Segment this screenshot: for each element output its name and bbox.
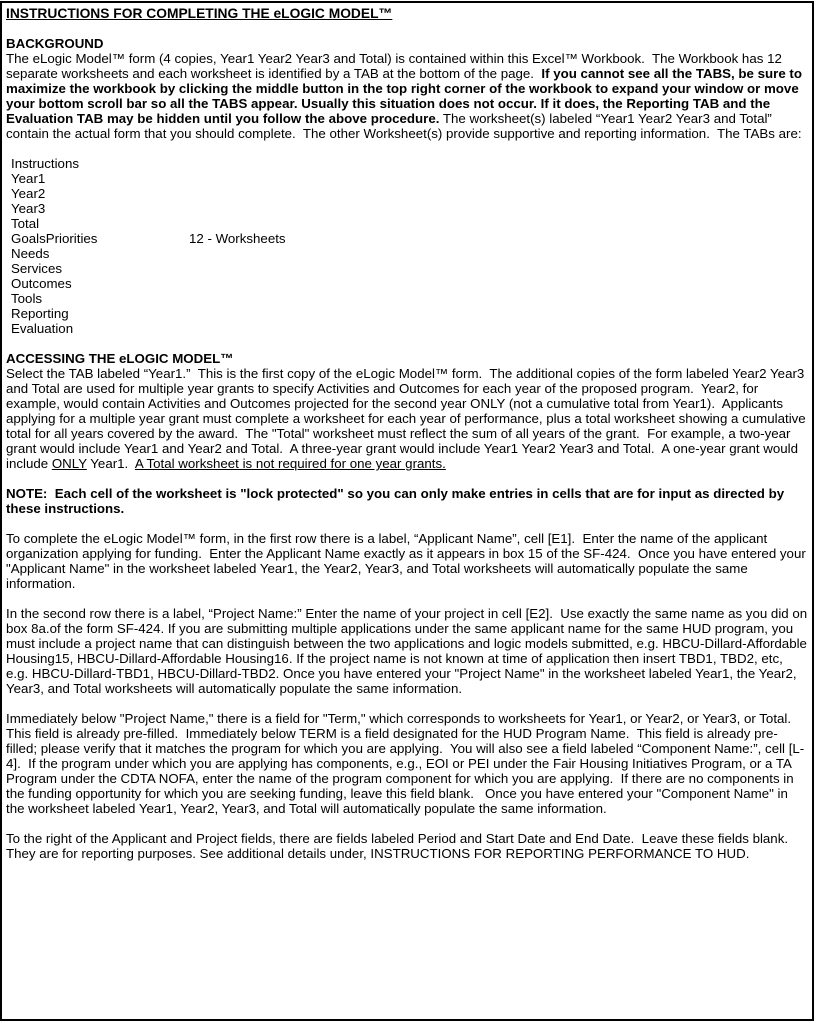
background-heading: BACKGROUND bbox=[6, 36, 104, 51]
background-text-2: The worksheet(s) labeled “Year1 Year2 Year3 and Total” contain the actual form that you should complete. The other Worksheet(s) provide supportive and reporting information. The TABs are: bbox=[6, 111, 802, 141]
tab-label-services: Services bbox=[11, 261, 62, 276]
page-title: INSTRUCTIONS FOR COMPLETING THE eLOGIC MODEL™ bbox=[6, 6, 393, 21]
accessing-underline-total-rule: A Total worksheet is not required for one year grants. bbox=[134, 456, 446, 471]
accessing-paragraph bbox=[6, 366, 808, 471]
tab-list-item bbox=[11, 171, 808, 186]
accessing-underline-only: ONLY bbox=[51, 456, 87, 471]
tab-list-item bbox=[11, 276, 808, 291]
tab-list-item bbox=[11, 216, 808, 231]
period-dates-paragraph: To the right of the Applicant and Project fields, there are fields labeled Period and Start Date and End Date. Leave these fields blank. They are for reporting purposes. See additional details under, INSTRUCTIONS FOR REPORTING PERFORMANCE TO HUD. bbox=[6, 831, 796, 861]
tab-list-item bbox=[11, 306, 808, 321]
tab-list bbox=[6, 156, 808, 336]
accessing-text-1: Select the TAB labeled “Year1.” This is the first copy of the eLogic Model™ form. The additional copies of the form labeled Year2 Year3 and Total are used for multiple year grants to specify Activities and Outcomes for each year of the proposed program. Year2, for example, would contain Activities and Outcomes projected for the second year ONLY (not a cumulative total from Year1). Applicants applying for a multiple year grant must complete a worksheet for each year of performance, plus a total worksheet showing a cumulative total for all years covered by the award. The "Total" worksheet must reflect the sum of all years of the grant. For example, a two-year grant would include Year1 and Year2 and Total. A three-year grant would include Year1 Year2 Year3 and Total. A one-year grant would include bbox=[6, 366, 810, 471]
accessing-text-2: Year1. bbox=[86, 456, 135, 471]
background-bold-warning: If you cannot see all the TABS, be sure to maximize the workbook by clicking the middle button in the top right corner of the workbook to expand your window or move your bottom scroll bar so all the TABS appear. Usually this situation does not occur. If it does, the Reporting TAB and the Evaluation TAB may be hidden until you follow the above procedure. bbox=[6, 66, 806, 126]
tab-list-item bbox=[11, 246, 808, 261]
tab-label-total: Total bbox=[11, 216, 40, 231]
project-name-paragraph: In the second row there is a label, “Project Name:” Enter the name of your project in cell [E2]. Use exactly the same name as you did on box 8a.of the form SF-424. If you are submitting multiple applications under the same applicant name for the same HUD program, you must include a project name that can distinguish between the two applications and logic models submitted, e.g. HBCU-Dillard-Affordable Housing15, HBCU-Dillard-Affordable Housing16. If the project name is not known at time of application then insert TBD1, TBD2, etc, e.g. HBCU-Dillard-TBD1, HBCU-Dillard-TBD2. Once you have entered your "Project Name" in the worksheet labeled Year1, the Year2, Year3, and Total worksheets will automatically populate the same information. bbox=[6, 606, 811, 696]
tab-label-tools: Tools bbox=[11, 291, 43, 306]
tab-list-item bbox=[11, 321, 808, 336]
background-text-1: The eLogic Model™ form (4 copies, Year1 Year2 Year3 and Total) is contained within this Excel™ Workbook. The Workbook has 12 separate worksheets and each worksheet is identified by a TAB at the bottom of the page. bbox=[6, 51, 786, 81]
tab-list-item bbox=[11, 261, 808, 276]
background-paragraph bbox=[6, 51, 808, 141]
document-page bbox=[0, 1, 814, 1021]
tab-label-evaluation: Evaluation bbox=[11, 321, 74, 336]
applicant-name-paragraph: To complete the eLogic Model™ form, in the first row there is a label, “Applicant Name”, cell [E1]. Enter the name of the applicant organization applying for funding. Enter the Applicant Name exactly as it appears in box 15 of the SF-424. Once you have entered your "Applicant Name" in the worksheet labeled Year1, the Year2, Year3, and Total worksheets will automatically populate the same information. bbox=[6, 531, 810, 591]
tab-label-reporting: Reporting bbox=[11, 306, 69, 321]
tab-label-year2: Year2 bbox=[11, 186, 46, 201]
tab-label-instructions: Instructions bbox=[11, 156, 79, 171]
tab-list-item bbox=[11, 186, 808, 201]
tab-label-year1: Year1 bbox=[11, 171, 46, 186]
tab-label-outcomes: Outcomes bbox=[11, 276, 72, 291]
note-paragraph: NOTE: Each cell of the worksheet is "lock protected" so you can only make entries in cells that are for input as directed by these instructions. bbox=[6, 486, 788, 516]
term-component-paragraph: Immediately below "Project Name," there is a field for "Term," which corresponds to worksheets for Year1, or Year2, or Year3, or Total. This field is already pre-filled. Immediately below TERM is a field designated for the HUD Program Name. This field is already pre-filled; please verify that it matches the program for which you are applying. You will also see a field labeled “Component Name:”, cell [L-4]. If the program under which you are applying has components, e.g., EOI or PEI under the Fair Housing Initiatives Program, or a TA Program under the CDTA NOFA, enter the name of the program component for which you are applying. If there are no components in the funding opportunity for which you are seeking funding, leave this field blank. Once you have entered your "Component Name" in the worksheet labeled Year1, Year2, Year3, and Total will automatically populate the same information. bbox=[6, 711, 805, 816]
tab-label-needs: Needs bbox=[11, 246, 50, 261]
tab-list-item bbox=[11, 291, 808, 306]
tab-list-item bbox=[11, 156, 808, 171]
worksheet-count-note: 12 - Worksheets bbox=[189, 231, 286, 246]
accessing-heading: ACCESSING THE eLOGIC MODEL™ bbox=[6, 351, 234, 366]
tab-list-item bbox=[11, 201, 808, 216]
tab-label-goalspriorities: GoalsPriorities bbox=[11, 231, 98, 246]
tab-label-year3: Year3 bbox=[11, 201, 46, 216]
tab-list-item bbox=[11, 231, 808, 246]
